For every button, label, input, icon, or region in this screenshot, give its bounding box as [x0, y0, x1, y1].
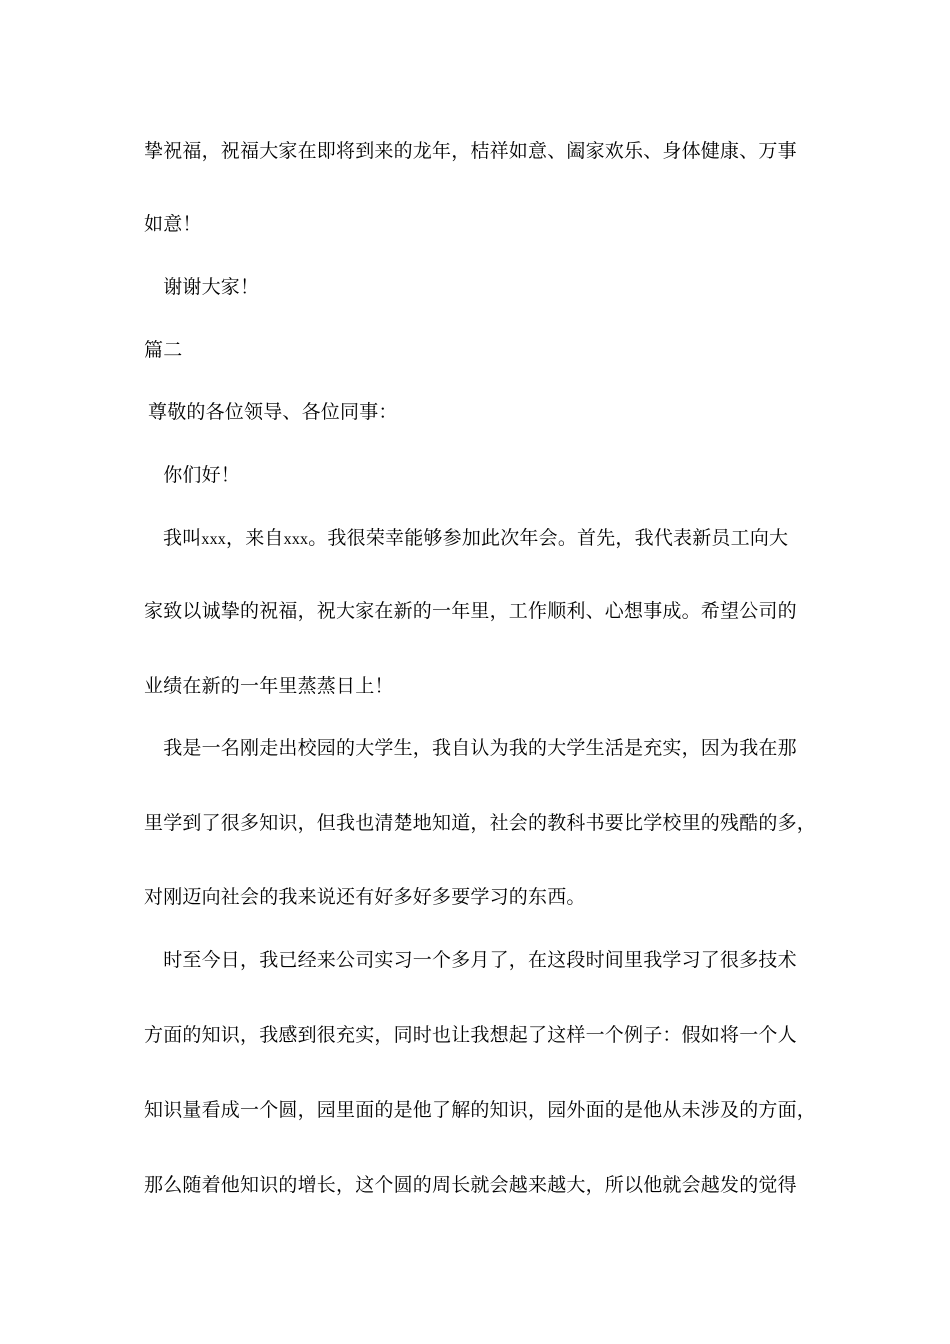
section-heading: 篇二	[144, 339, 183, 361]
text-line-2: 如意！	[144, 213, 202, 235]
greeting-line: 你们好！	[144, 464, 241, 486]
text-line-13: 时至今日，我已经来公司实习一个多月了，在这段时间里我学习了很多技术	[144, 949, 797, 971]
text-line-9: 业绩在新的一年里蒸蒸日上！	[144, 675, 394, 697]
text-line-11: 里学到了很多知识，但我也清楚地知道，社会的教科书要比学校里的残酷的多，	[144, 812, 817, 834]
text-line-thanks: 谢谢大家！	[144, 276, 260, 298]
text-line-10: 我是一名刚走出校园的大学生，我自认为我的大学生活是充实，因为我在那	[144, 737, 797, 759]
text-line-8: 家致以诚挚的祝福，祝大家在新的一年里，工作顺利、心想事成。希望公司的	[144, 600, 797, 622]
intro-text-b: ，来自	[226, 527, 284, 549]
intro-line	[163, 525, 788, 553]
name-placeholder: xxx	[201, 531, 227, 548]
intro-text-a: 我叫	[163, 527, 202, 549]
origin-placeholder: xxx	[283, 531, 309, 548]
text-line-16: 那么随着他知识的增长，这个圆的周长就会越来越大，所以他就会越发的觉得	[144, 1174, 797, 1196]
text-line-15: 知识量看成一个圆，园里面的是他了解的知识，园外面的是他从未涉及的方面，	[144, 1099, 817, 1121]
salutation-line: 尊敬的各位领导、各位同事：	[148, 401, 398, 423]
text-line-1: 挚祝福，祝福大家在即将到来的龙年，桔祥如意、阖家欢乐、身体健康、万事	[144, 140, 797, 162]
text-line-14: 方面的知识，我感到很充实，同时也让我想起了这样一个例子：假如将一个人	[144, 1024, 797, 1046]
text-line-12: 对刚迈向社会的我来说还有好多好多要学习的东西。	[144, 886, 586, 908]
intro-text-c: 。我很荣幸能够参加此次年会。首先，我代表新员工向大	[308, 527, 789, 549]
